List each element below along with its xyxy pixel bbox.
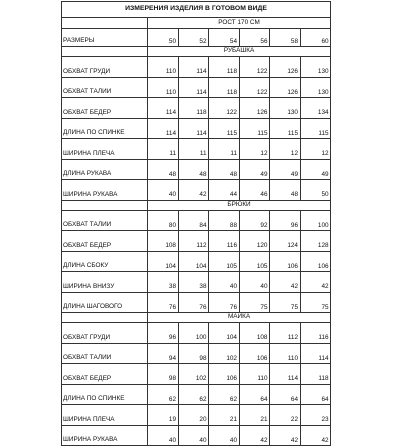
measurement-value: 104: [178, 251, 209, 272]
measurement-value: 100: [178, 323, 209, 344]
height-row: [62, 18, 331, 29]
title-row: [62, 2, 331, 18]
measurement-value: 64: [239, 384, 270, 405]
measurement-value: 122: [239, 57, 270, 78]
measurement-value: 42: [300, 272, 331, 293]
measurement-value: 48: [178, 159, 209, 180]
measurement-value: 114: [178, 118, 209, 139]
measurement-value: 114: [178, 57, 209, 78]
measurement-value: 40: [209, 272, 240, 293]
measurement-value: 42: [178, 180, 209, 201]
measurement-value: 106: [209, 364, 240, 385]
measurement-value: 115: [300, 118, 331, 139]
measurement-row: [62, 323, 331, 344]
measurement-label: ОБХВАТ БЕДЕР: [62, 98, 148, 119]
measurement-row: [62, 364, 331, 385]
section-header-row: [62, 313, 331, 323]
measurement-row: [62, 251, 331, 272]
measurement-value: 38: [148, 272, 179, 293]
measurement-value: 110: [239, 364, 270, 385]
measurement-label: ДЛИНА СБОКУ: [62, 251, 148, 272]
measurement-value: 114: [300, 343, 331, 364]
size-header-cell: 52: [178, 29, 209, 47]
section-header-row: [62, 47, 331, 57]
measurement-row: [62, 405, 331, 426]
measurement-label: ШИРИНА РУКАВА: [62, 425, 148, 446]
measurement-value: 76: [178, 292, 209, 313]
measurement-value: 62: [148, 384, 179, 405]
measurement-value: 40: [148, 425, 179, 446]
measurement-value: 104: [209, 323, 240, 344]
measurement-value: 49: [239, 159, 270, 180]
measurement-value: 120: [239, 231, 270, 252]
measurement-value: 106: [300, 251, 331, 272]
measurement-value: 112: [270, 323, 301, 344]
measurement-row: [62, 425, 331, 446]
measurement-label: ДЛИНА ПО СПИНКЕ: [62, 118, 148, 139]
measurement-value: 40: [178, 425, 209, 446]
measurement-value: 116: [209, 231, 240, 252]
size-header-cell: 60: [300, 29, 331, 47]
measurement-value: 40: [148, 180, 179, 201]
measurement-value: 126: [270, 57, 301, 78]
measurement-value: 40: [209, 425, 240, 446]
measurement-value: 118: [178, 98, 209, 119]
measurement-value: 76: [148, 292, 179, 313]
measurement-value: 94: [148, 343, 179, 364]
measurement-value: 21: [239, 405, 270, 426]
measurement-value: 110: [148, 77, 179, 98]
measurement-value: 126: [239, 98, 270, 119]
measurement-value: 118: [209, 57, 240, 78]
measurement-value: 98: [148, 364, 179, 385]
measurement-row: [62, 343, 331, 364]
measurement-value: 114: [148, 118, 179, 139]
measurement-label: ОБХВАТ ТАЛИИ: [62, 77, 148, 98]
measurement-value: 48: [270, 180, 301, 201]
measurement-value: 134: [300, 98, 331, 119]
measurement-value: 128: [300, 231, 331, 252]
measurement-value: 62: [178, 384, 209, 405]
measurement-value: 108: [148, 231, 179, 252]
measurement-label: ДЛИНА ПО СПИНКЕ: [62, 384, 148, 405]
measurement-value: 126: [270, 77, 301, 98]
measurement-value: 84: [178, 210, 209, 231]
measurement-value: 75: [270, 292, 301, 313]
measurement-value: 115: [209, 118, 240, 139]
measurement-value: 105: [239, 251, 270, 272]
measurement-value: 64: [300, 384, 331, 405]
measurement-value: 11: [148, 139, 179, 160]
measurement-value: 75: [239, 292, 270, 313]
measurement-row: [62, 57, 331, 78]
measurement-value: 76: [209, 292, 240, 313]
measurement-value: 130: [300, 57, 331, 78]
measurement-value: 92: [239, 210, 270, 231]
size-header-cell: 58: [270, 29, 301, 47]
measurement-value: 49: [270, 159, 301, 180]
section-header-row: [62, 200, 331, 210]
empty-cell: [62, 18, 148, 29]
measurement-value: 102: [178, 364, 209, 385]
height-label: РОСТ 170 СМ: [148, 18, 331, 29]
size-header-cell: 54: [209, 29, 240, 47]
measurement-value: 104: [148, 251, 179, 272]
measurement-value: 11: [209, 139, 240, 160]
size-header-cell: 56: [239, 29, 270, 47]
measurement-value: 130: [270, 98, 301, 119]
measurement-row: [62, 77, 331, 98]
measurement-label: ДЛИНА ШАГОВОГО: [62, 292, 148, 313]
measurement-value: 114: [148, 98, 179, 119]
measurement-label: ДЛИНА РУКАВА: [62, 159, 148, 180]
measurement-row: [62, 210, 331, 231]
measurement-value: 118: [209, 77, 240, 98]
measurement-row: [62, 180, 331, 201]
measurement-value: 106: [270, 251, 301, 272]
measurement-row: [62, 139, 331, 160]
empty-cell: [62, 200, 148, 210]
measurement-row: [62, 384, 331, 405]
measurement-label: ОБХВАТ ТАЛИИ: [62, 210, 148, 231]
measurement-value: 21: [209, 405, 240, 426]
measurement-value: 106: [239, 343, 270, 364]
measurement-value: 115: [239, 118, 270, 139]
measurement-label: ОБХВАТ ГРУДИ: [62, 57, 148, 78]
measurement-value: 11: [178, 139, 209, 160]
measurement-value: 100: [300, 210, 331, 231]
measurement-value: 38: [178, 272, 209, 293]
measurement-row: [62, 118, 331, 139]
measurement-value: 48: [148, 159, 179, 180]
measurement-value: 75: [300, 292, 331, 313]
measurement-value: 23: [300, 405, 331, 426]
measurement-value: 114: [178, 77, 209, 98]
measurement-value: 102: [209, 343, 240, 364]
measurement-value: 46: [239, 180, 270, 201]
measurement-value: 96: [148, 323, 179, 344]
sizes-row: [62, 29, 331, 47]
measurement-value: 40: [239, 272, 270, 293]
measurement-value: 122: [239, 77, 270, 98]
measurement-row: [62, 159, 331, 180]
measurement-value: 115: [270, 118, 301, 139]
size-chart-body: [62, 2, 331, 446]
measurement-value: 12: [239, 139, 270, 160]
measurement-value: 48: [209, 159, 240, 180]
measurement-value: 42: [300, 425, 331, 446]
measurement-value: 108: [239, 323, 270, 344]
measurement-value: 130: [300, 77, 331, 98]
measurement-label: ШИРИНА ПЛЕЧА: [62, 405, 148, 426]
measurement-value: 12: [300, 139, 331, 160]
measurement-row: [62, 98, 331, 119]
measurement-value: 22: [270, 405, 301, 426]
measurement-row: [62, 231, 331, 252]
measurement-label: ШИРИНА ВНИЗУ: [62, 272, 148, 293]
measurement-value: 112: [178, 231, 209, 252]
measurement-value: 118: [300, 364, 331, 385]
measurement-value: 105: [209, 251, 240, 272]
measurement-value: 98: [178, 343, 209, 364]
measurement-value: 62: [209, 384, 240, 405]
measurement-value: 122: [209, 98, 240, 119]
measurement-value: 44: [209, 180, 240, 201]
measurement-value: 88: [209, 210, 240, 231]
measurement-value: 50: [300, 180, 331, 201]
measurement-label: ШИРИНА ПЛЕЧА: [62, 139, 148, 160]
measurement-label: ШИРИНА РУКАВА: [62, 180, 148, 201]
measurement-value: 116: [300, 323, 331, 344]
empty-cell: [62, 313, 148, 323]
measurement-value: 20: [178, 405, 209, 426]
section-title: РУБАШКА: [148, 47, 331, 57]
measurement-value: 64: [270, 384, 301, 405]
measurement-value: 114: [270, 364, 301, 385]
table-title: ИЗМЕРЕНИЯ ИЗДЕЛИЯ В ГОТОВОМ ВИДЕ: [62, 2, 331, 18]
measurement-value: 96: [270, 210, 301, 231]
sizes-label: РАЗМЕРЫ: [62, 29, 148, 47]
measurement-value: 42: [239, 425, 270, 446]
measurement-value: 19: [148, 405, 179, 426]
measurement-value: 12: [270, 139, 301, 160]
size-chart-table: [61, 1, 331, 446]
measurement-label: ОБХВАТ ГРУДИ: [62, 323, 148, 344]
measurement-row: [62, 272, 331, 293]
measurement-label: ОБХВАТ ТАЛИИ: [62, 343, 148, 364]
measurement-value: 110: [270, 343, 301, 364]
measurement-value: 80: [148, 210, 179, 231]
section-title: МАЙКА: [148, 313, 331, 323]
measurement-value: 49: [300, 159, 331, 180]
measurement-value: 42: [270, 272, 301, 293]
measurement-row: [62, 292, 331, 313]
measurement-label: ОБХВАТ БЕДЕР: [62, 231, 148, 252]
empty-cell: [62, 47, 148, 57]
section-title: БРЮКИ: [148, 200, 331, 210]
measurement-label: ОБХВАТ БЕДЕР: [62, 364, 148, 385]
measurement-value: 124: [270, 231, 301, 252]
measurement-value: 42: [270, 425, 301, 446]
measurement-value: 110: [148, 57, 179, 78]
size-header-cell: 50: [148, 29, 179, 47]
